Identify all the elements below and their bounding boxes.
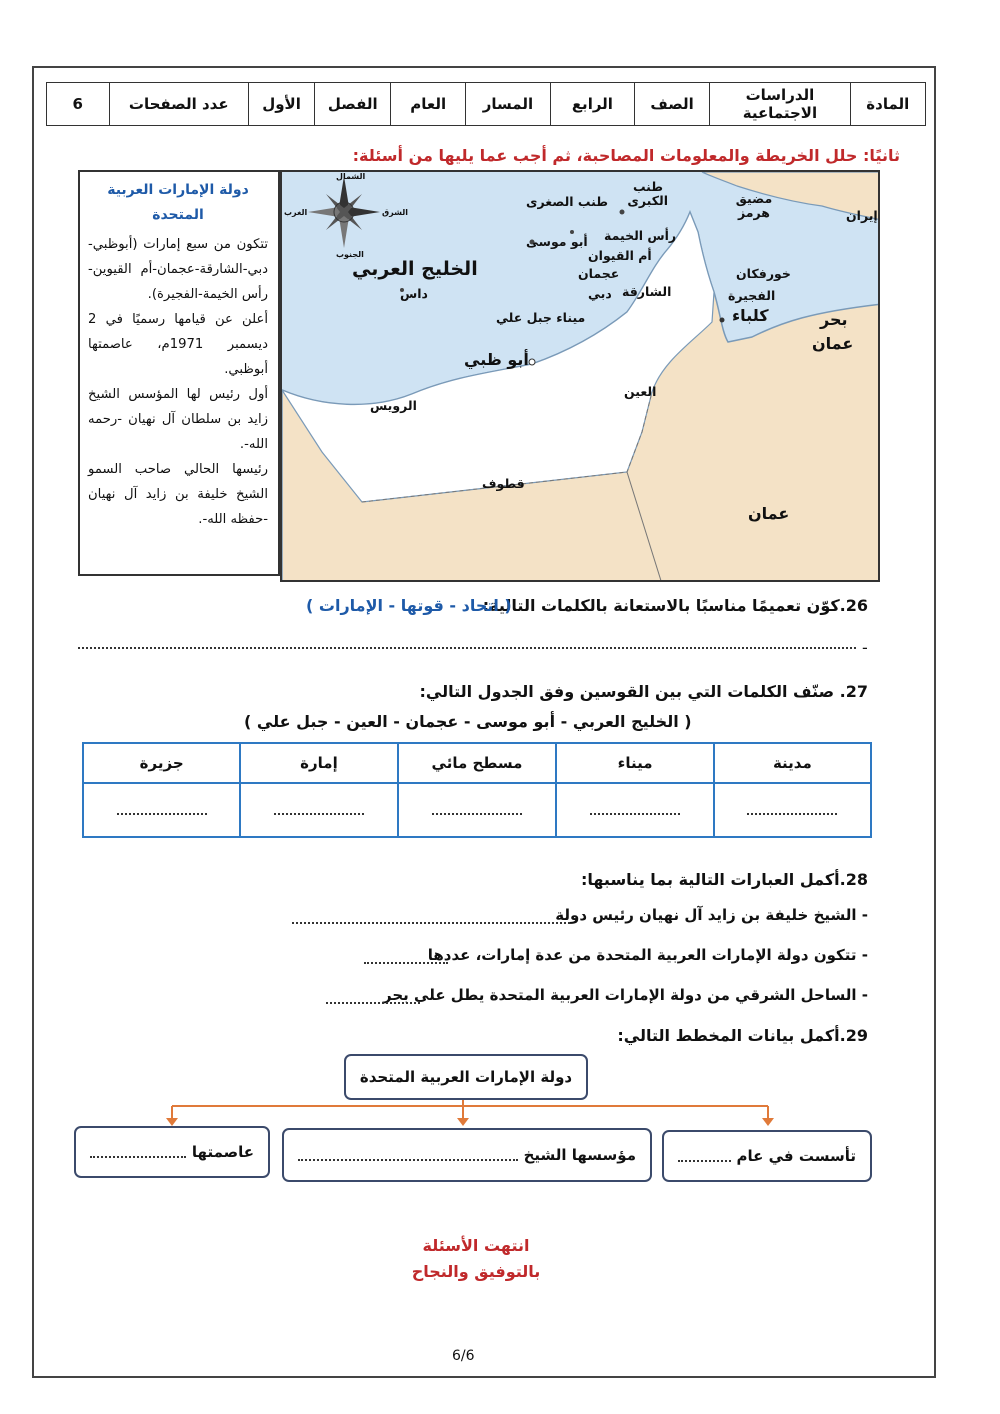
label-fujairah: الفجيرة <box>728 288 776 303</box>
info-p3: أول رئيس لها المؤسس الشيخ زايد بن سلطان آل نهيان -رحمه الله-. <box>88 387 268 452</box>
info-p4: رئيسها الحالي صاحب السمو الشيخ خليفة بن زايد آل نهيان -حفظه الله-. <box>88 462 268 527</box>
compass-east-label: الشرق <box>382 208 409 217</box>
col-port: ميناء <box>556 743 713 783</box>
compass-west-label: الغرب <box>284 208 308 217</box>
diagram-capital-label: عاصمتها <box>191 1143 254 1161</box>
track-value: العام <box>391 83 465 126</box>
label-dubai: دبي <box>588 286 612 301</box>
label-hormuz: مضيق هرمز <box>735 191 773 220</box>
q26-text: 26.كوّن تعميمًا مناسبًا بالاستعانة بالكلمات التالية: <box>482 596 868 615</box>
diagram-root: دولة الإمارات العربية المتحدة <box>344 1054 588 1100</box>
q26-dash: - <box>862 638 868 657</box>
diagram-founder-label: مؤسسها الشيخ <box>523 1146 636 1164</box>
diagram-founded-box <box>662 1130 872 1182</box>
page-number: 6/6 <box>452 1348 475 1364</box>
label-ras-al-khaimah: رأس الخيمة <box>604 228 677 243</box>
label-iran: إيران <box>846 208 878 223</box>
label-sharjah: الشارقة <box>622 284 672 299</box>
diagram-founder-answer[interactable] <box>298 1149 518 1161</box>
info-p1: تتكون من سبع إمارات (أبوظبي-دبي-الشارقة-عجمان-أم القيوين-رأس الخيمة-الفجيرة). <box>88 237 268 302</box>
label-abu-musa: أبو موسى <box>526 234 588 249</box>
label-little-tunb: طنب الصغرى <box>526 194 609 209</box>
q26-words: ( اتحاد - قوتها - الإمارات ) <box>306 596 512 615</box>
label-qatuf: قطوف <box>482 476 525 491</box>
end-line-1: انتهت الأسئلة <box>422 1236 530 1255</box>
pages-label: عدد الصفحات <box>109 83 248 126</box>
label-kalba: كلباء <box>732 306 769 325</box>
info-p2: أعلن عن قيامها رسميًا في 2 ديسمبر 1971م، عاصمتها أبوظبي. <box>88 312 268 377</box>
label-greater-tunb: طنب الكبرى <box>627 179 668 208</box>
end-line-2: بالتوفيق والنجاح <box>411 1262 541 1281</box>
pages-value: 6 <box>47 83 110 126</box>
col-water-body: مسطح مائي <box>398 743 557 783</box>
q29-text: 29.أكمل بيانات المخطط التالي: <box>617 1026 868 1045</box>
label-jebel-ali: ميناء جبل علي <box>496 310 586 325</box>
compass-south-label: الجنوب <box>336 250 364 259</box>
label-abu-dhabi: أبو ظبي <box>464 350 529 369</box>
label-umm-al-quwain: أم القيوان <box>588 248 652 263</box>
track-label: المسار <box>465 83 550 126</box>
label-sea-of-oman-1: بحر <box>820 310 848 329</box>
label-al-ain: العين <box>624 384 657 399</box>
label-ruwais: الرويس <box>370 398 417 413</box>
col-island: جزيرة <box>83 743 240 783</box>
q28-text: 28.أكمل العبارات التالية بما يناسبها: <box>580 870 868 889</box>
q28-s3: - الساحل الشرقي من دولة الإمارات العربية المتحدة يطل على بحر <box>383 986 868 1004</box>
col-emirate: إمارة <box>240 743 397 783</box>
term-value: الأول <box>248 83 314 126</box>
diagram-capital-box <box>74 1126 270 1178</box>
grade-label: الصف <box>634 83 709 126</box>
label-das: داس <box>400 286 428 301</box>
term-label: الفصل <box>315 83 391 126</box>
subject-value: الدراسات الاجتماعية <box>710 83 850 126</box>
label-khor-fakkan: خورفكان <box>736 266 791 281</box>
col-city: مدينة <box>714 743 871 783</box>
label-ajman: عجمان <box>578 266 620 281</box>
diagram-founder-box <box>282 1128 652 1182</box>
q28-s1: - الشيخ خليفة بن زايد آل نهيان رئيس دولة <box>555 906 868 924</box>
diagram-founded-answer[interactable] <box>678 1150 731 1162</box>
label-oman: عمان <box>748 504 790 523</box>
diagram-capital-answer[interactable] <box>90 1146 186 1158</box>
q27-words: ( الخليج العربي - أبو موسى - عجمان - العين - جبل علي ) <box>244 712 692 731</box>
label-sea-of-oman-2: عمان <box>812 334 854 353</box>
diagram-founded-label: تأسست في عام <box>736 1147 856 1165</box>
q28-s2: - تتكون دولة الإمارات العربية المتحدة من عدة إمارات، عددها <box>427 946 868 964</box>
section-title: ثانيًا: حلل الخريطة والمعلومات المصاحبة، ثم أجب عما يليها من أسئلة: <box>352 146 900 165</box>
info-box-title: دولة الإمارات العربية المتحدة <box>107 182 249 223</box>
label-gulf: الخليج العربي <box>352 258 478 280</box>
compass-north-label: الشمال <box>336 172 366 181</box>
q27-text: 27. صنّف الكلمات التي بين القوسين وفق الجدول التالي: <box>419 682 868 701</box>
grade-value: الرابع <box>550 83 634 126</box>
subject-label: المادة <box>850 83 925 126</box>
